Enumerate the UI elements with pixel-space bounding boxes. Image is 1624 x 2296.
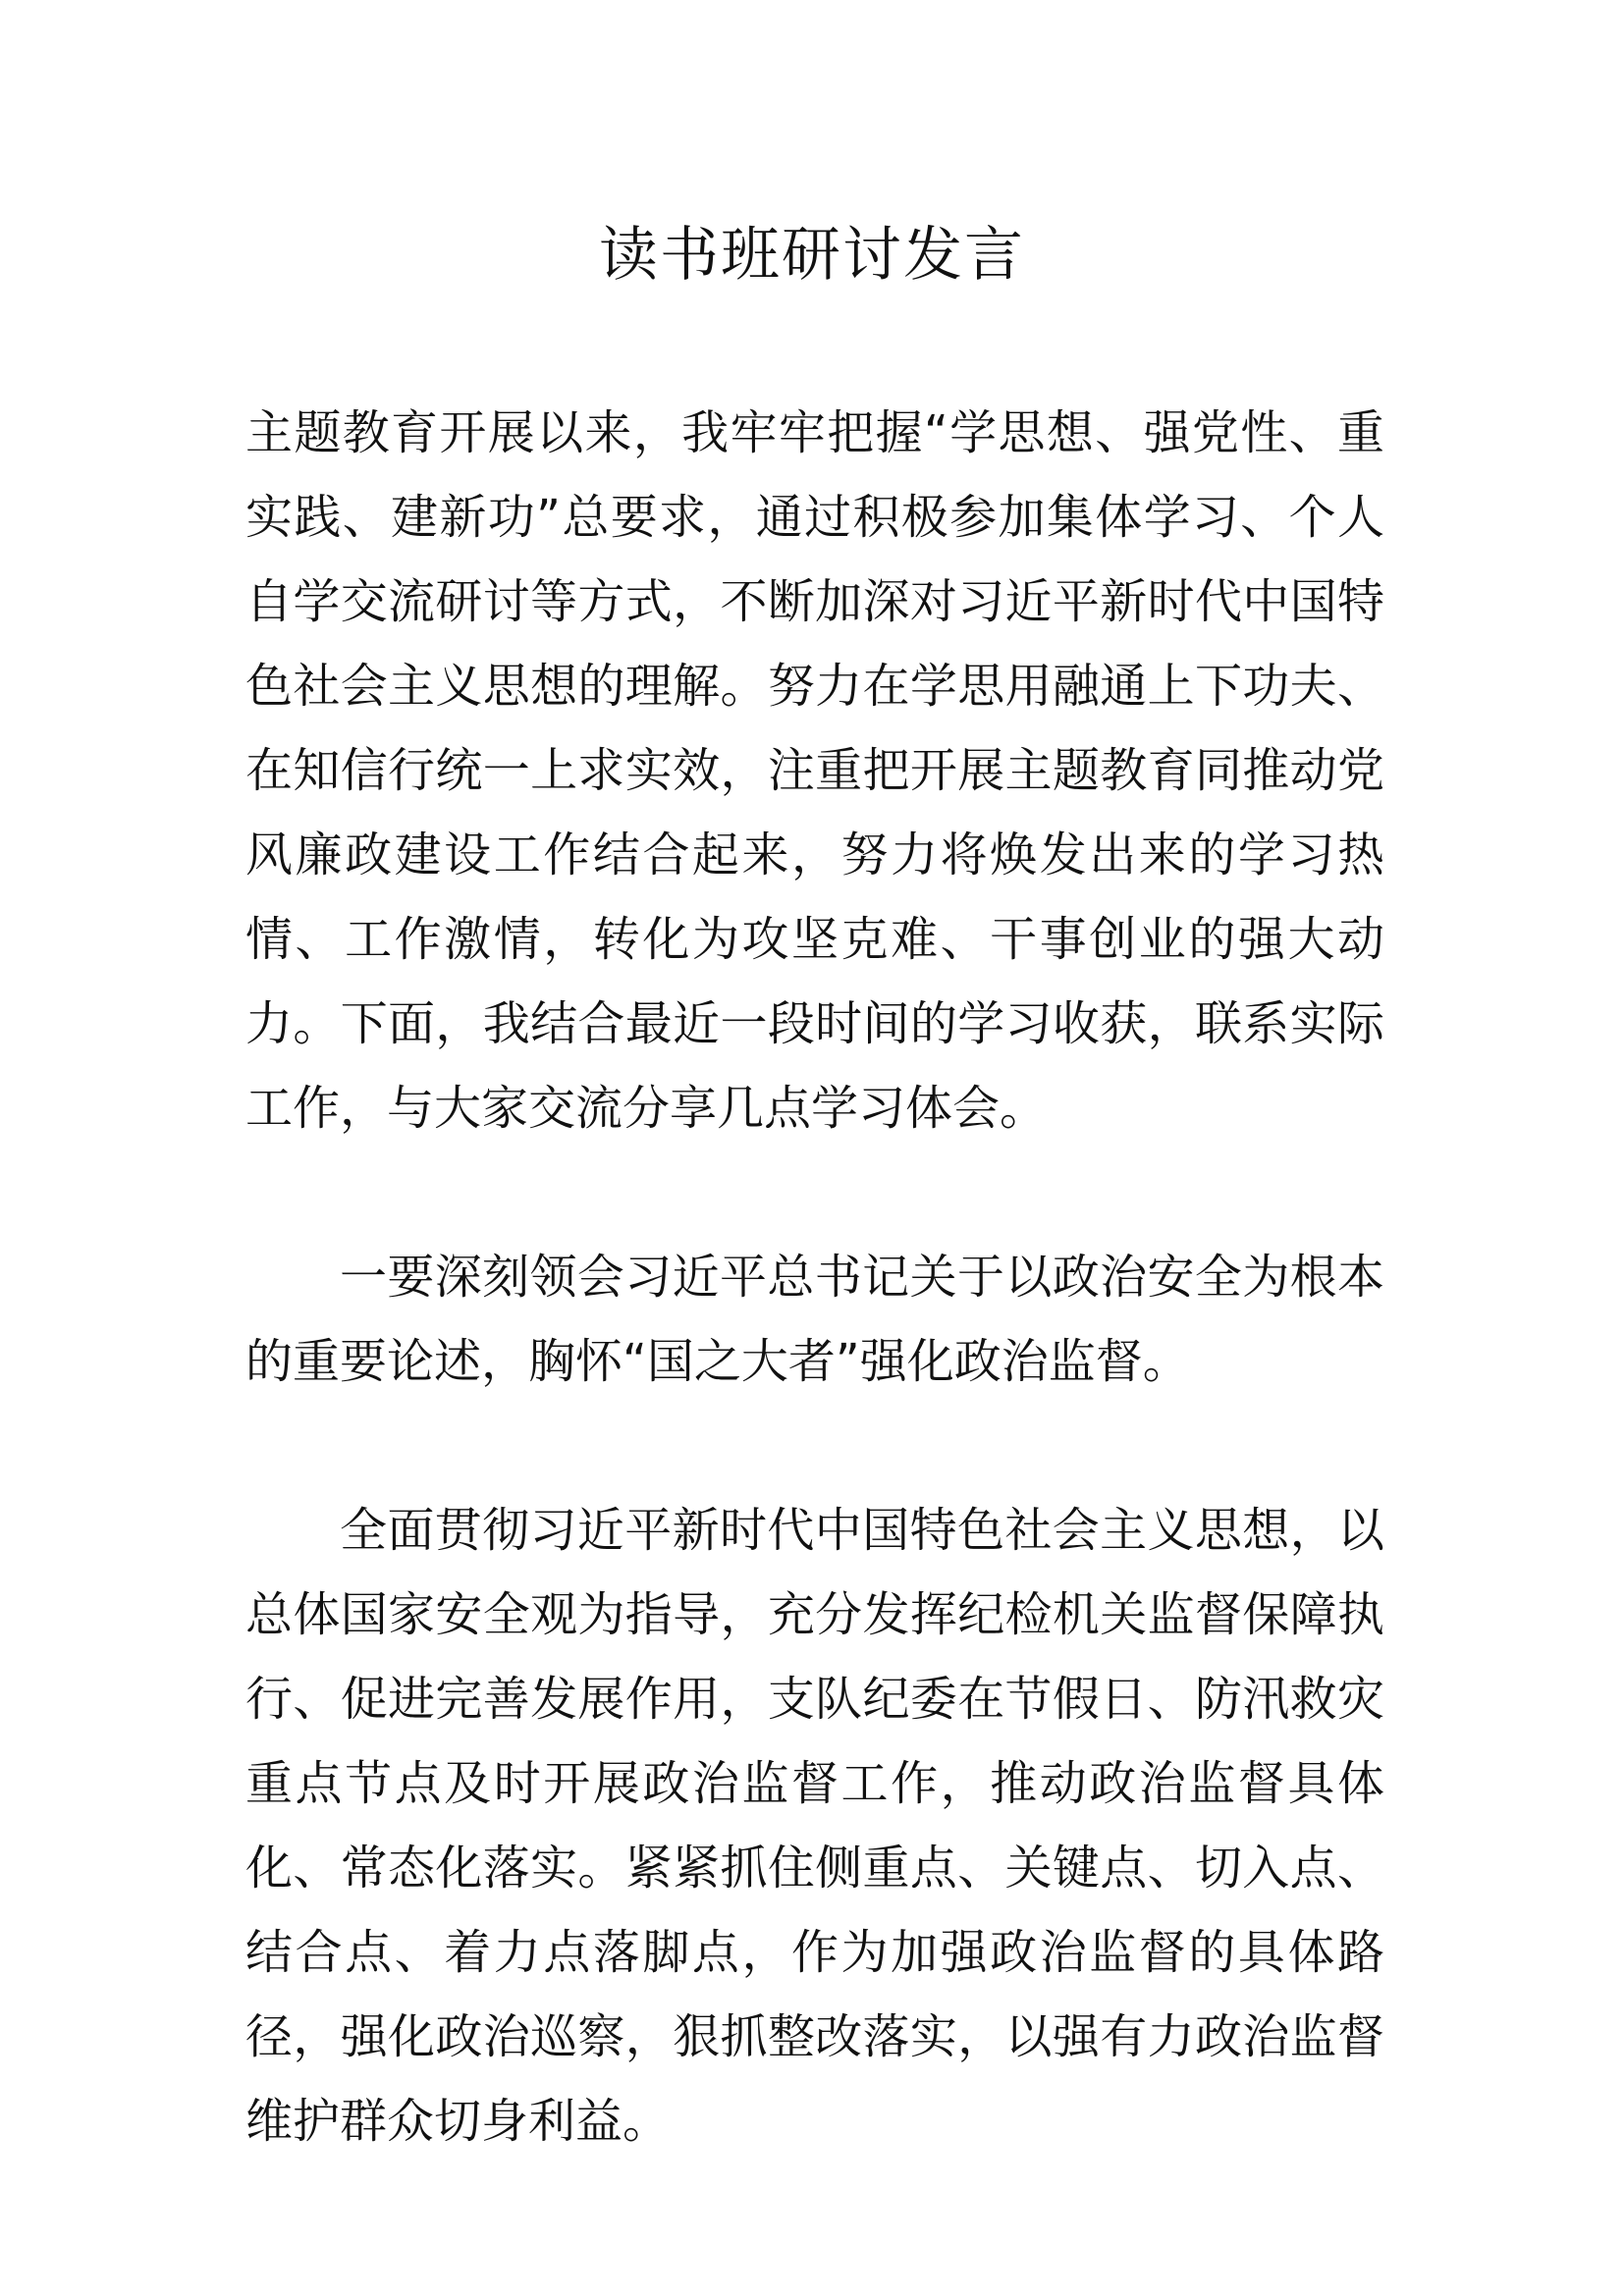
page-title: 读书班研讨发言 [599, 221, 1025, 290]
paragraph-spacer [245, 1404, 1384, 1488]
paragraph-intro: 主题教育开展以来，我牢牢把握“学思想、强党性、重实践、建新功”总要求，通过积极参加集体学习、个人自学交流研讨等方式，不断加深对习近平新时代中国特色社会主义思想的理解。努力在学思用融通上下功夫、在知信行统一上求实效，注重把开展主题教育同推动党风廉政建设工作结合起来，努力将焕发出来的学习热情、工作激情，转化为攻坚克难、干事创业的强大动力。下面，我结合最近一段时间的学习收获，联系实际工作，与大家交流分享几点学习体会。 [245, 405, 1384, 1136]
paragraph-heading-point-one: 一要深刻领会习近平总书记关于以政治安全为根本的重要论述，胸怀“国之大者”强化政治监督。 [245, 1250, 1384, 1389]
document-body [245, 391, 1384, 2163]
paragraph-spacer [245, 1150, 1384, 1235]
paragraph-body-point-one: 全面贯彻习近平新时代中国特色社会主义思想，以总体国家安全观为指导，充分发挥纪检机关监督保障执行、促进完善发展作用，支队纪委在节假日、防汛救灾重点节点及时开展政治监督工作，推动政治监督具体化、常态化落实。紧紧抓住侧重点、关键点、切入点、结合点、着力点落脚点，作为加强政治监督的具体路径，强化政治巡察，狠抓整改落实，以强有力政治监督维护群众切身利益。 [245, 1503, 1384, 2149]
